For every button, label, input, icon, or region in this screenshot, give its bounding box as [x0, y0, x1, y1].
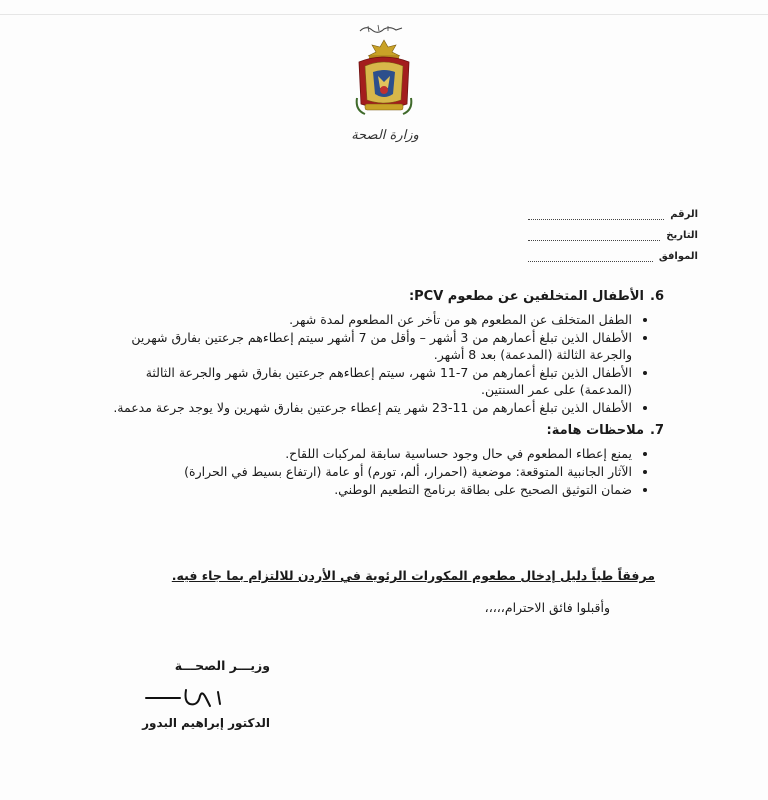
section-7-number: 7.	[650, 423, 664, 438]
section-7-list	[112, 445, 664, 498]
section-6-number: 6.	[650, 289, 664, 304]
reference-date-label: التاريخ	[666, 230, 698, 241]
minister-title: وزيـــر الصحـــة	[174, 658, 270, 673]
section-7-heading: ملاحظات هامة:	[546, 423, 644, 438]
reference-date-dots	[528, 230, 660, 241]
list-item: • الآثار الجانبية المتوقعة: موضعية (احمرار، ألم، تورم) أو عامة (ارتفاع بسيط في الحرارة)	[112, 463, 632, 480]
section-6-heading: الأطفال المتخلفين عن مطعوم PCV:	[408, 289, 644, 304]
handwritten-signature	[140, 686, 240, 712]
list-item: • الطفل المتخلف عن المطعوم هو من تأخر عن المطعوم لمدة شهر.	[112, 311, 632, 328]
reference-corresponding-label: الموافق	[658, 251, 698, 262]
jordan-coat-of-arms-icon	[351, 38, 417, 120]
list-item: • يمنع إعطاء المطعوم في حال وجود حساسية سابقة لمركبات اللقاح.	[112, 445, 632, 462]
list-item: • الأطفال الذين تبلغ أعمارهم من 3 أشهر – وأقل من 7 أشهر سيتم إعطاءهم جرعتين بفارق شهرين والجرعة الثالثة (المدعمة) بعد 8 أشهر.	[112, 329, 632, 363]
closing-regards: وأقبلوا فائق الاحترام،،،،،	[484, 600, 610, 615]
basmala-calligraphy	[358, 22, 404, 36]
top-rule	[0, 14, 768, 15]
list-item: • الأطفال الذين تبلغ أعمارهم من 7-11 شهر، سيتم إعطاءهم جرعتين بفارق شهر والجرعة الثالثة (المدعمة) على عمر السنتين.	[112, 364, 632, 398]
reference-date-field	[528, 225, 698, 241]
list-item: • ضمان التوثيق الصحيح على بطاقة برنامج التطعيم الوطني.	[112, 481, 632, 498]
reference-number-field	[528, 204, 698, 220]
reference-corresponding-field	[528, 246, 698, 262]
reference-number-label: الرقم	[670, 209, 698, 220]
section-6-list	[112, 311, 664, 416]
letter-body	[112, 288, 664, 502]
attachment-note: مرفقاً طياً دليل إدخال مطعوم المكورات الرئوية في الأردن للالتزام بما جاء فيه.	[171, 568, 655, 583]
reference-number-dots	[528, 209, 664, 220]
signatory-name: الدكتور إبراهيم البدور	[142, 716, 270, 730]
reference-corresponding-dots	[528, 251, 653, 262]
section-7-title	[112, 422, 664, 439]
ministry-name: وزارة الصحة	[351, 128, 419, 143]
list-item: • الأطفال الذين تبلغ أعمارهم من 11-23 شهر يتم إعطاء جرعتين بفارق شهرين ولا يوجد جرعة مدعمة.	[112, 399, 632, 416]
section-6-title	[112, 288, 664, 305]
